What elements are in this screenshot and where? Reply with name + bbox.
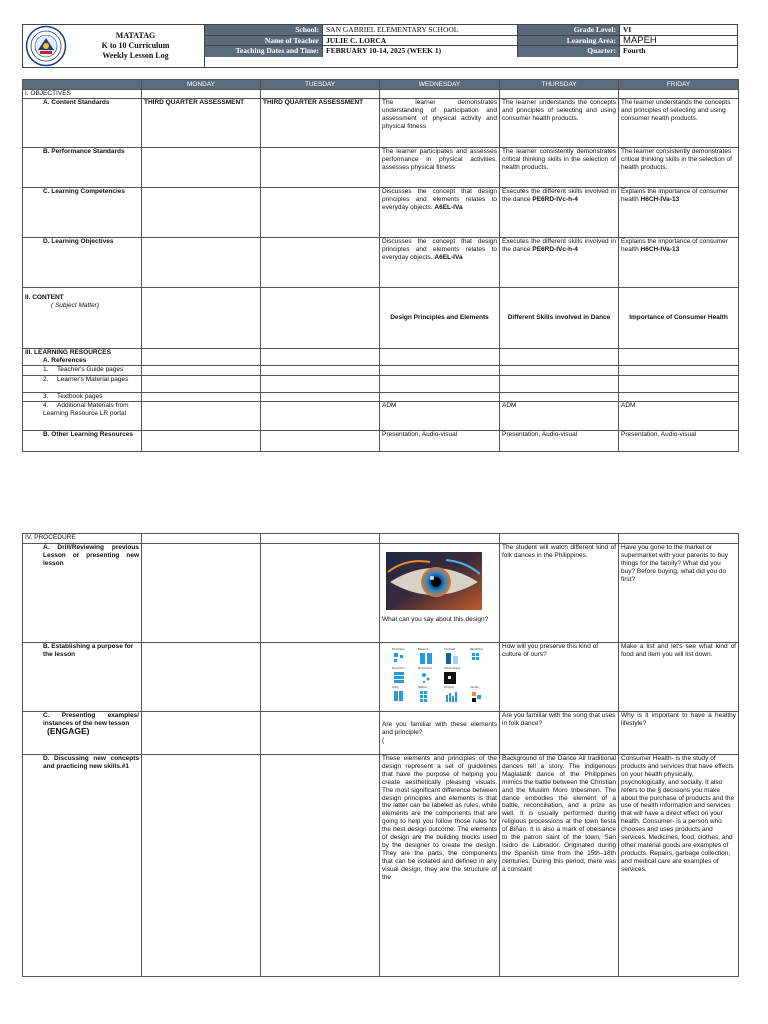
objectives-section-label: I. OBJECTIVES	[23, 90, 142, 99]
table-row	[23, 430, 739, 451]
table-row	[23, 349, 739, 366]
table-row	[23, 238, 739, 288]
fri-discussion: Consumer Health- is the study of products and services that have effects on your health physically, psychologically, and socially. It also refers to the § decisions you make about the purchase of products and the use of health information and services that will have a direct effect on your health. Consumer- is a person who chooses and uses products and services. Medicines, food, clothes, and other material goods are examples of products. Repairs, garbage collection, and medical care are examples of services.	[619, 755, 739, 977]
eye-artwork-image	[386, 552, 482, 610]
day-monday: MONDAY	[142, 80, 261, 90]
grid-label: Repetition	[470, 648, 484, 651]
fri-objective: Explains the importance of consumer health	[621, 238, 728, 253]
grid-label: Rhythm	[444, 686, 455, 689]
grid-label: Pattern	[418, 686, 428, 689]
wed-competency: Discusses the concept that design principles and elements relates to everyday objects.	[382, 188, 497, 211]
thu-competency: Executes the different skills involved in the dance	[502, 188, 616, 203]
drill-label: A. Drill/Reviewing previous Lesson or presenting new lesson	[43, 544, 139, 567]
header-title-block	[23, 25, 205, 67]
design-principles-chart-image	[388, 647, 492, 707]
program-title: MATATAG	[115, 31, 156, 40]
discussing-concepts-label: D. Discussing new concepts and practicing new skills.#1	[43, 755, 139, 770]
wed-content-standard: The learner demonstrates understanding of participation and assessment of physical activity and physical fitness	[380, 99, 500, 148]
textbook-label: Textbook pages	[57, 392, 103, 400]
fri-other-resources: Presentation, Audio-visual	[619, 430, 739, 451]
thu-content-standard: The learner understands the concepts and principles of selecting and using consumer health products.	[500, 99, 619, 148]
header-info-grid	[205, 25, 737, 67]
document-title: Weekly Lesson Log	[102, 51, 169, 60]
table-row	[23, 90, 739, 99]
thu-objective-code: PE6RD-IVc-h-4	[532, 245, 578, 253]
table-row	[23, 365, 739, 375]
learning-objectives-label: D. Learning Objectives	[43, 238, 114, 245]
curriculum-title: K to 10 Curriculum	[101, 41, 170, 50]
thu-presenting: Are you familiar with the song that uses in folk dance?	[500, 712, 619, 755]
grid-label: White Space	[444, 667, 461, 670]
header-blank-cell	[23, 80, 142, 90]
wed-drill-question: What can you say about this design?	[382, 616, 489, 623]
grid-label: Contrast	[444, 648, 456, 651]
wed-competency-code: A6EL-IVa	[434, 203, 463, 211]
wed-performance-standard: The learner participates and assesses performance in physical activities. assesses physical fitness	[380, 148, 500, 188]
day-friday: FRIDAY	[619, 80, 739, 90]
wed-presenting-paren: (	[382, 736, 385, 744]
fri-drill: Have you gone to the market or supermarket with your parents to buy things for the family? What did you buy? Before buying, what did you do first?	[619, 544, 739, 643]
teachers-guide-label: Teacher's Guide pages	[57, 365, 124, 373]
area-label: Learning Area:	[518, 36, 620, 47]
fri-content-standard: The learner understands the concepts and principles of selecting and using consumer health products.	[619, 99, 739, 148]
purpose-label: B. Establishing a purpose for the lesson	[43, 643, 134, 658]
table-row	[23, 643, 739, 712]
day-wednesday: WEDNESDAY	[380, 80, 500, 90]
wed-objective-code: A6EL-IVa	[434, 253, 463, 261]
thu-discussion: Background of the Dance All traditional dances tell a story. The indigenous Maglalatik dance of the Philippines mimics the battle between the Christian and the Muslim Moro tribesmen. The dance embodies the element of a battle, reconciliation, and a prize as well. It is usually performed during religious processions at the town fiesta of Biñan. It is also a mark of obeisance to the patron saint of the town, San Isidro de Labrador. Originated during the Spanish time from the 15th–18th centuries. During this period, there was a constant	[500, 755, 619, 977]
grid-label: Movement	[418, 667, 432, 670]
table-row	[23, 392, 739, 401]
thu-competency-code: PE6RD-IVc-h-4	[532, 195, 578, 203]
wed-objective: Discusses the concept that design principles and elements relates to everyday objects.	[382, 238, 497, 261]
table-row	[23, 544, 739, 643]
fri-objective-code: H6CH-IVa-13	[640, 245, 680, 253]
dates-value: FEBRUARY 10-14, 2025 (WEEK 1)	[323, 46, 518, 57]
learners-material-label: Learner's Material pages	[57, 375, 129, 383]
table-row	[23, 188, 739, 238]
grid-label: Variety	[470, 686, 480, 689]
tuesday-assessment: THIRD QUARTER ASSESSMENT	[261, 99, 380, 148]
monday-assessment: THIRD QUARTER ASSESSMENT	[142, 99, 261, 148]
learning-resources-label: III. LEARNING RESOURCES	[25, 349, 111, 356]
school-value: SAN GABRIEL ELEMENTARY SCHOOL	[323, 25, 518, 36]
area-value: MAPEH	[620, 36, 737, 47]
fri-performance-standard: The learner consistently demonstrates critical thinking skills in the selection of health products.	[619, 148, 739, 188]
thu-content-topic: Different Skills involved in Dance	[500, 288, 619, 349]
grid-label: Proportion	[392, 667, 406, 670]
school-label: School:	[205, 25, 323, 36]
table-row	[23, 99, 739, 148]
thu-performance-standard: The learner consistently demonstrates critical thinking skills in the selection of health products.	[500, 148, 619, 188]
table-row	[23, 401, 739, 430]
wed-discussion: These elements and principles of the design represent a set of guidelines that have the purpose of helping you create aesthetically pleasing visuals. The most significant difference between design principles and elements is that the latter can be labeled as rules, while elements are the components that are going to help you follow those rules for the best design outcome. The elements of design are the building blocks used by the designer to create the design. They are the parts, the components that can be isolated and defined in any visual design, they are the structure of the	[380, 755, 500, 977]
lm-number: 2.	[43, 375, 49, 383]
wed-other-resources: Presentation, Audio-visual	[380, 430, 500, 451]
table-row	[23, 755, 739, 977]
add-number: 4.	[43, 401, 49, 409]
additional-materials-label: Additional Materials from Learning Resource LR portal	[43, 401, 129, 417]
performance-standards-label: B. Performance Standards	[43, 148, 125, 155]
thu-additional-materials: ADM	[500, 401, 619, 430]
wed-additional-materials: ADM	[380, 401, 500, 430]
grid-label: Balance	[418, 648, 429, 651]
tg-number: 1.	[43, 365, 49, 373]
day-thursday: THURSDAY	[500, 80, 619, 90]
tb-number: 3.	[43, 392, 49, 400]
fri-additional-materials: ADM	[619, 401, 739, 430]
thu-other-resources: Presentation, Audio-visual	[500, 430, 619, 451]
grade-value: VI	[620, 25, 737, 36]
thu-purpose: How will you preserve this kind of culture of ours?	[500, 643, 619, 712]
thu-drill: The student will watch different kind of folk dances in the Philippines.	[500, 544, 619, 643]
content-standards-label: A. Content Standards	[43, 99, 110, 106]
table-row	[23, 712, 739, 755]
fri-content-topic: Importance of Consumer Health	[619, 288, 739, 349]
quarter-value: Fourth	[623, 46, 646, 55]
presenting-examples-label: C. Presenting examples/ instances of the new lesson	[43, 712, 139, 727]
thu-objective: Executes the different skills involved in the dance	[502, 238, 616, 253]
wed-content-topic: Design Principles and Elements	[380, 288, 500, 349]
fri-competency: Explains the importance of consumer health	[621, 188, 728, 203]
deped-seal-icon	[25, 25, 67, 67]
fri-competency-code: H6CH-IVa-13	[640, 195, 680, 203]
grid-label: Unity	[392, 686, 399, 689]
dates-label: Teaching Dates and Time:	[205, 46, 323, 57]
header-titles	[67, 31, 204, 61]
quarter-label: Quarter:	[518, 46, 620, 57]
other-resources-label: B. Other Learning Resources	[43, 430, 133, 438]
subject-matter-label: ( Subject Matter)	[51, 301, 100, 309]
fri-presenting: Why is it important to have a healthy lifestyle?	[619, 712, 739, 755]
table-row	[23, 375, 739, 392]
procedure-table	[22, 533, 739, 977]
table-row	[23, 288, 739, 349]
fri-purpose: Make a list and let's see what kind of food and item you will list down.	[619, 643, 739, 712]
table-row	[23, 148, 739, 188]
wed-presenting: Are you familiar with these elements and principle?	[382, 721, 497, 736]
references-label: A. References	[43, 356, 87, 364]
day-tuesday: TUESDAY	[261, 80, 380, 90]
day-header-row	[23, 80, 739, 90]
procedure-section-label: IV. PROCEDURE	[23, 534, 142, 544]
lesson-log-header	[22, 24, 738, 68]
content-section-label: II. CONTENT	[25, 294, 64, 301]
objectives-table	[22, 79, 739, 452]
grid-label: Emphasis	[392, 648, 405, 651]
learning-competencies-label: C. Learning Competencies	[43, 188, 125, 195]
teacher-value: JULIE C. LORCA	[323, 36, 518, 47]
grade-label: Grade Level:	[518, 25, 620, 36]
teacher-label: Name of Teacher	[205, 36, 323, 47]
engage-label: (ENGAGE)	[47, 725, 90, 736]
table-row	[23, 534, 739, 544]
